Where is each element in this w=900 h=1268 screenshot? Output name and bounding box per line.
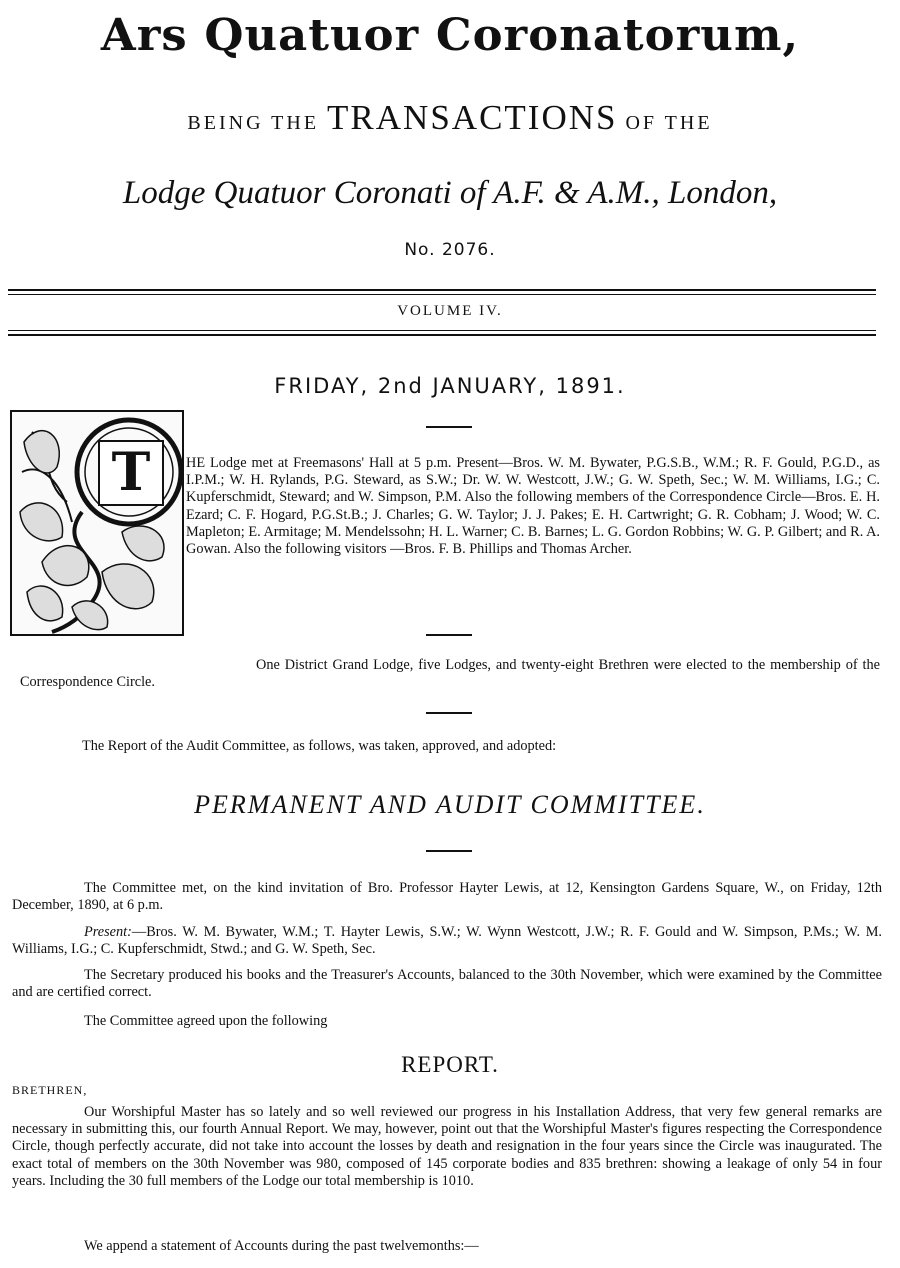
report-heading: REPORT. <box>401 1052 499 1077</box>
rule-bottom-thick <box>8 334 876 336</box>
meeting-paragraph: HE Lodge met at Freemasons' Hall at 5 p.m. Present—Bros. W. M. Bywater, P.G.S.B., W.M.; R. F. Gould, P.G.D., as I.P.M.; W. H. Rylands, P.G. Steward, as S.W.; Dr. W. W. Westcott, J.W.; G. W. Speth, Sec.; W. M. Williams, I.G.; C. Kupferschmidt, Steward; and W. Simpson, P.M. Also the following members of the Correspondence Circle—Bros. E. H. Ezard; C. F. Hogard, P.G.St.B.; J. Charles; G. W. Taylor; J. J. Pakes; E. H. Cartwright; G. R. Cobham; J. Wood; W. C. Mapleton; E. Armitage; M. Mendelssohn; H. L. Warner; C. B. Barnes; L. G. Gordon Robbins; W. G. P. Gilbert; and R. A. Gowan. Also the following visitors —Bros. F. B. Phillips and Thomas Archer. <box>186 455 880 558</box>
subtitle-transactions: TRANSACTIONS <box>327 98 618 137</box>
elected-paragraph: One District Grand Lodge, five Lodges, and twenty-eight Brethren were elected to the membership of the Correspondence Circle. <box>20 657 880 691</box>
rule-top-thin <box>8 294 876 295</box>
subtitle-of-the: OF THE <box>625 112 713 134</box>
divider-dash <box>426 850 472 852</box>
divider-dash <box>426 426 472 428</box>
dropcap-ornament <box>10 410 184 636</box>
meeting-date: FRIDAY, 2nd JANUARY, 1891. <box>274 374 626 398</box>
rule-top-thick <box>8 289 876 291</box>
committee-heading: PERMANENT AND AUDIT COMMITTEE. <box>194 790 706 819</box>
secretary-paragraph: The Secretary produced his books and the Treasurer's Accounts, balanced to the 30th November, which were examined by the Committee and are certified correct. <box>12 967 882 1001</box>
rule-bottom-thin <box>8 330 876 331</box>
journal-title: Ars Quatuor Coronatorum, <box>100 10 800 61</box>
audit-intro: The Report of the Audit Committee, as follows, was taken, approved, and adopted: <box>82 738 557 754</box>
dropcap-letter: T <box>98 440 164 506</box>
committee-met-paragraph: The Committee met, on the kind invitation of Bro. Professor Hayter Lewis, at 12, Kensington Gardens Square, W., on Friday, 12th December, 1890, at 6 p.m. <box>12 880 882 914</box>
accounts-intro: We append a statement of Accounts during the past twelvemonths:— <box>84 1238 479 1254</box>
subtitle-being: BEING THE <box>187 112 320 134</box>
divider-dash <box>426 634 472 636</box>
report-salutation: BRETHREN, <box>12 1083 88 1097</box>
lodge-number: No. 2076. <box>404 240 496 260</box>
divider-dash <box>426 712 472 714</box>
agreed-paragraph: The Committee agreed upon the following <box>84 1013 328 1029</box>
present-list: —Bros. W. M. Bywater, W.M.; T. Hayter Lewis, S.W.; W. Wynn Westcott, J.W.; R. F. Gould and W. Simpson, P.Ms.; W. M. Williams, I.G.; C. Kupferschmidt, Stwd.; and G. W. Speth, Sec. <box>12 924 882 958</box>
volume-label: VOLUME IV. <box>397 303 503 319</box>
lodge-name: Lodge Quatuor Coronati of A.F. & A.M., London, <box>122 175 778 211</box>
subtitle-line <box>0 98 900 138</box>
committee-present-paragraph <box>12 924 882 958</box>
present-label: Present: <box>84 924 132 940</box>
report-body: Our Worshipful Master has so lately and so well reviewed our progress in his Installation Address, that very few general remarks are necessary in submitting this, our fourth Annual Report. We may, however, point out that the Worshipful Master's figures respecting the Correspondence Circle, though perfectly accurate, did not take into account the losses by death and resignation in the four years since the Circle was inaugurated. The exact total of members on the 30th November was 980, composed of 145 corporate bodies and 835 brethren: showing a leakage of only 54 in four years. Including the 30 full members of the Lodge our total membership is 1010. <box>12 1104 882 1189</box>
